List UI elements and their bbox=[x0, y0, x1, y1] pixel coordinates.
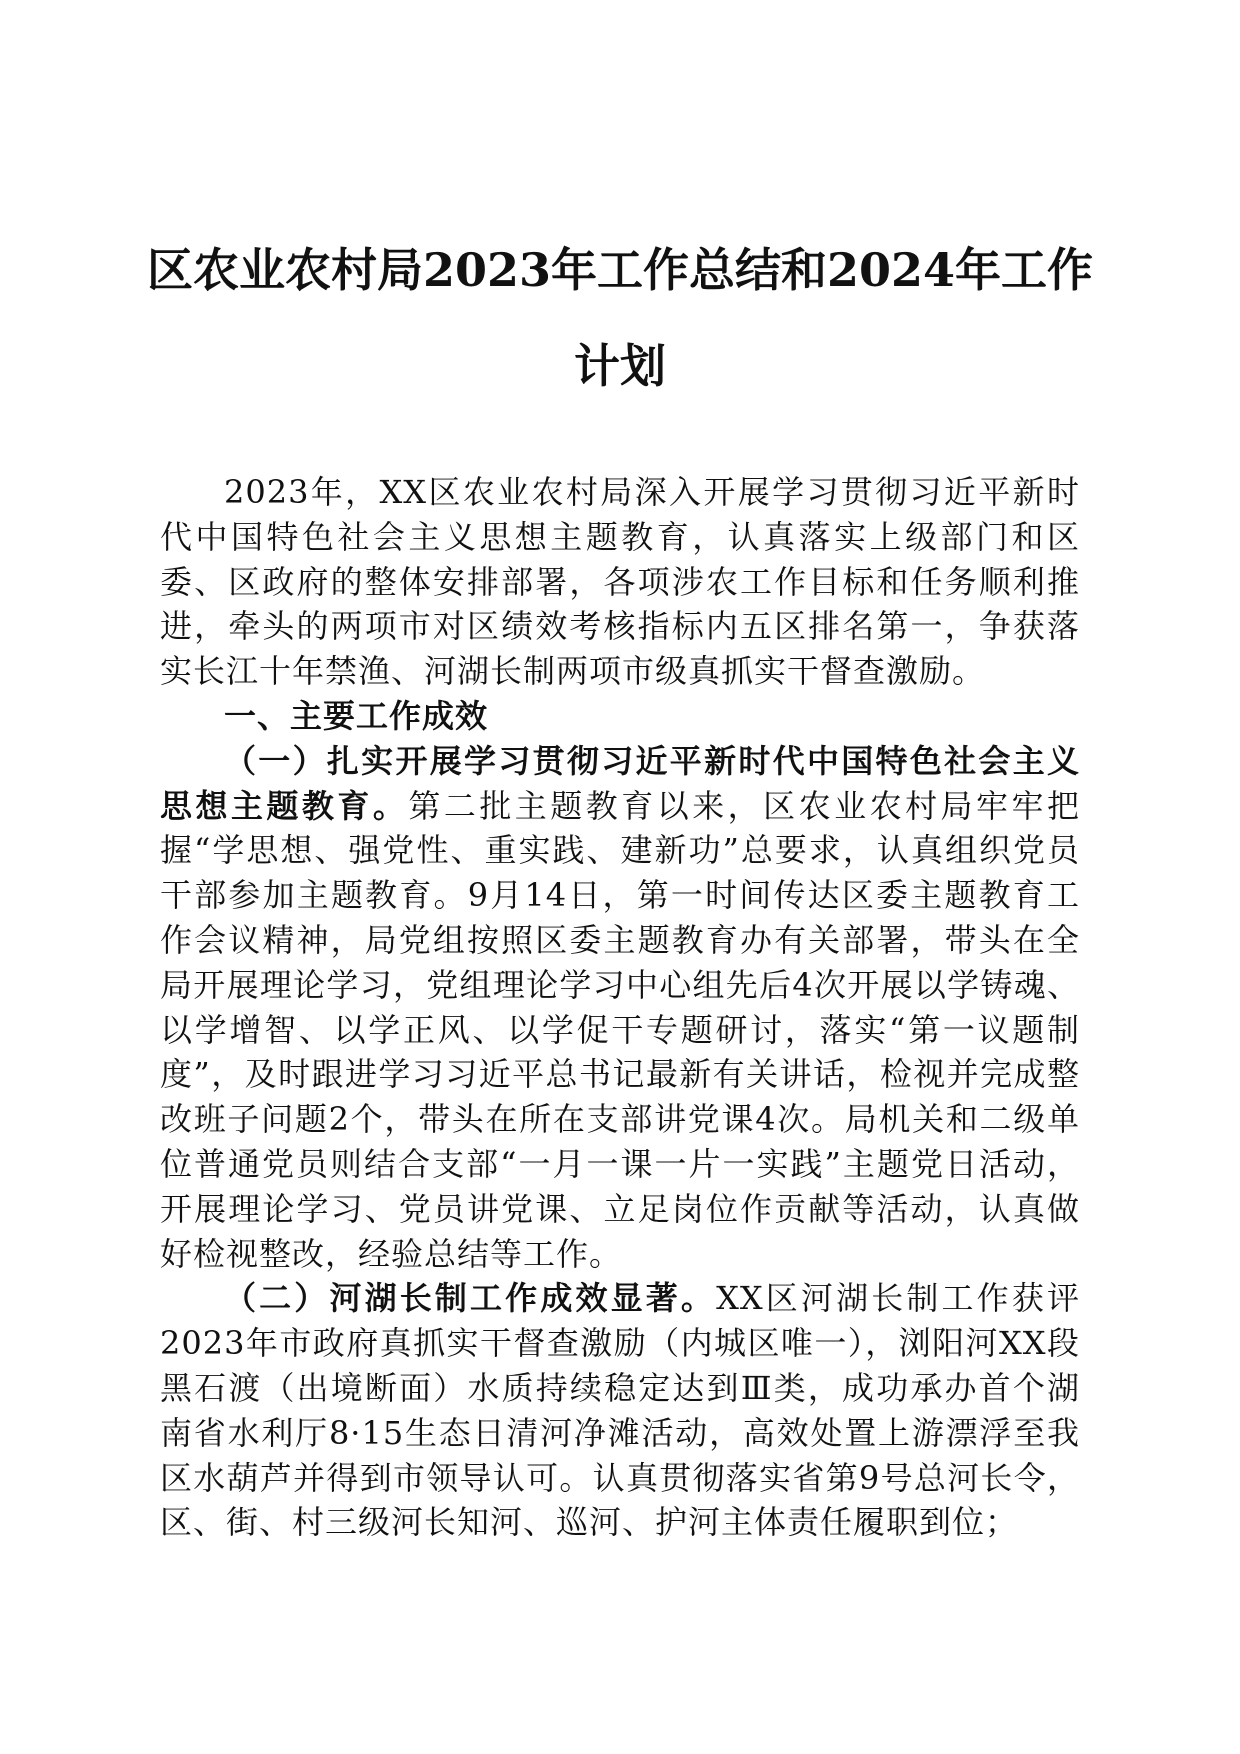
document-body bbox=[160, 470, 1080, 1545]
paragraph-1-body: 第二批主题教育以来，区农业农村局牢牢把握“学思想、强党性、重实践、建新功”总要求，认真组织党员干部参加主题教育。9月14日，第一时间传达区委主题教育工作会议精神，局党组按照区委主题教育办有关部署，带头在全局开展理论学习，党组理论学习中心组先后4次开展以学铸魂、以学增智、以学正风、以学促干专题研讨，落实“第一议题制度”，及时跟进学习习近平总书记最新有关讲话，检视并完成整改班子问题2个，带头在所在支部讲党课4次。局机关和二级单位普通党员则结合支部“一月一课一片一实践”主题党日活动，开展理论学习、党员讲党课、立足岗位作贡献等活动，认真做好检视整改，经验总结等工作。 bbox=[160, 786, 1080, 1273]
intro-paragraph: 2023年，XX区农业农村局深入开展学习贯彻习近平新时代中国特色社会主义思想主题教育，认真落实上级部门和区委、区政府的整体安排部署，各项涉农工作目标和任务顺利推进，牵头的两项市对区绩效考核指标内五区排名第一，争获落实长江十年禁渔、河湖长制两项市级真抓实干督查激励。 bbox=[160, 473, 1080, 691]
paragraph-2-lead: （二）河湖长制工作成效显著。 bbox=[224, 1279, 717, 1318]
section-heading: 一、主要工作成效 bbox=[224, 696, 489, 735]
paragraph-1 bbox=[160, 739, 1080, 1277]
paragraph-2 bbox=[160, 1276, 1080, 1545]
document-title bbox=[100, 222, 1140, 414]
paragraph-2-body: XX区河湖长制工作获评2023年市政府真抓实干督查激励（内城区唯一），浏阳河XX段黑石渡（出境断面）水质持续稳定达到Ⅲ类，成功承办首个湖南省水利厅8·15生态日清河净滩活动，高效处置上游漂浮至我区水葫芦并得到市领导认可。认真贯彻落实省第9号总河长令，区、街、村三级河长知河、巡河、护河主体责任履职到位； bbox=[160, 1279, 1080, 1542]
title-line-2: 计划 bbox=[574, 339, 666, 393]
paragraph-1-lead: （一）扎实开展学习贯彻习近平新时代中国特色社会主义思想主题教育。 bbox=[160, 741, 1080, 825]
title-line-1: 区农业农村局2023年工作总结和2024年工作 bbox=[146, 243, 1094, 297]
